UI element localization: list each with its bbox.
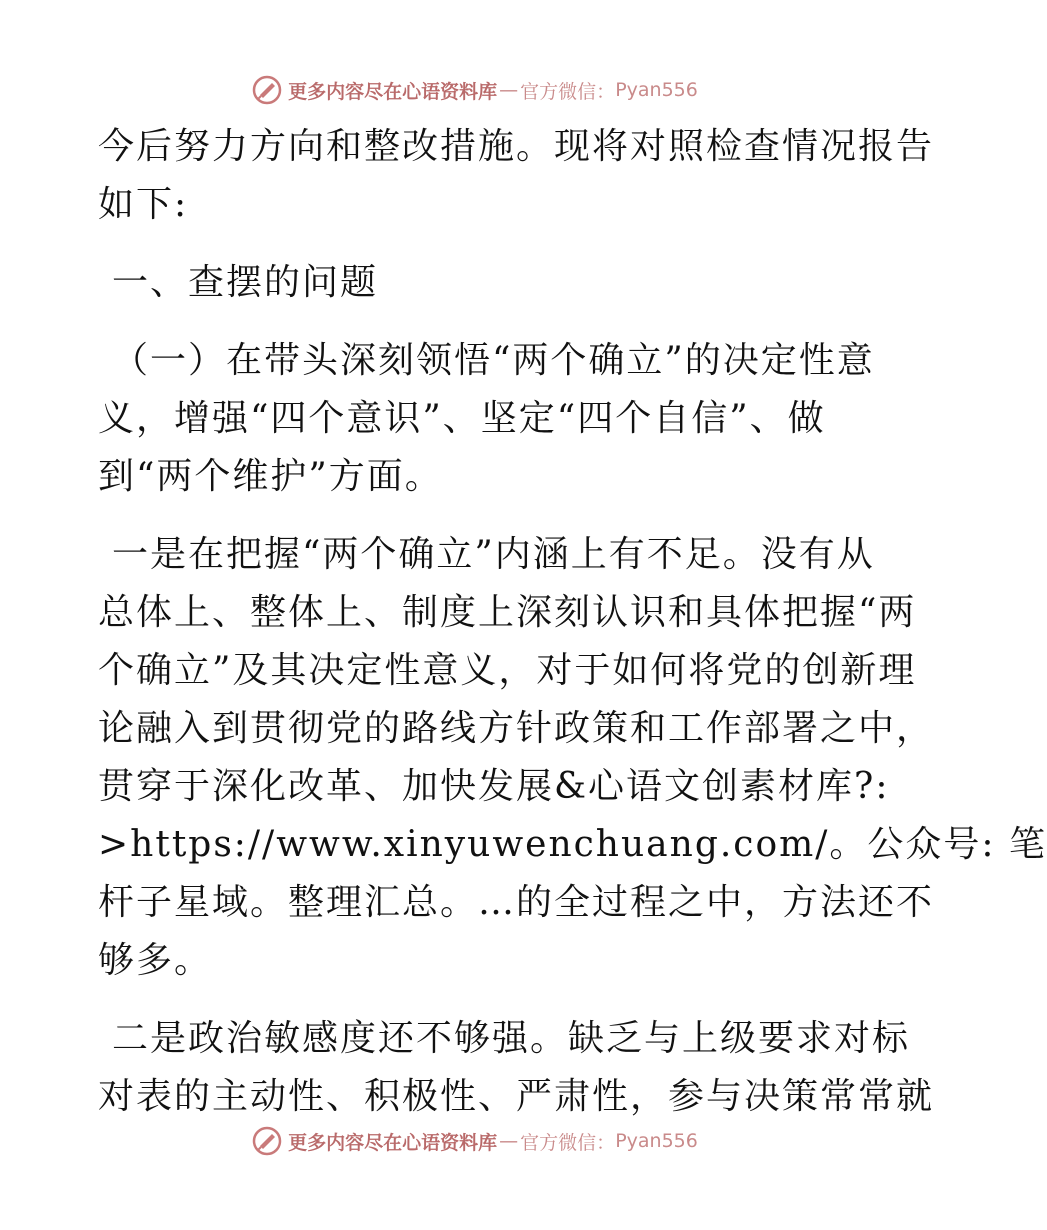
text-line: （一）在带头深刻领悟“两个确立”的决定性意 bbox=[112, 340, 875, 381]
text-line: 如下: bbox=[98, 184, 189, 225]
section-heading bbox=[98, 254, 858, 312]
subsection-heading bbox=[98, 332, 875, 506]
watermark-wechat-id: Pyan556 bbox=[615, 79, 698, 101]
text-line: 义，增强“四个意识”、坚定“四个自信”、做 bbox=[98, 398, 826, 439]
text-line: 贯穿于深化改革、加快发展&心语文创素材库?: bbox=[98, 766, 890, 807]
text-line: 够多。 bbox=[98, 940, 213, 981]
watermark-footer bbox=[0, 1121, 950, 1161]
text-line: 一是在把握“两个确立”内涵上有不足。没有从 bbox=[112, 534, 875, 575]
watermark-wechat-id: Pyan556 bbox=[615, 1130, 698, 1152]
paragraph-point-one bbox=[98, 526, 1047, 990]
watermark-dash: — bbox=[499, 1130, 519, 1152]
text-line: 到“两个维护”方面。 bbox=[98, 456, 443, 497]
text-line: 杆子星域。整理汇总。…的全过程之中，方法还不 bbox=[98, 882, 935, 923]
watermark-official-label: 官方微信： bbox=[520, 80, 616, 103]
text-line: 今后努力方向和整改措施。现将对照检查情况报告 bbox=[98, 126, 935, 167]
watermark-dash: — bbox=[499, 79, 519, 101]
text-line: >https://www.xinyuwenchuang.com/。公众号: 笔 bbox=[98, 824, 1047, 865]
watermark-header bbox=[0, 70, 950, 110]
paragraph-point-two bbox=[98, 1010, 935, 1126]
brand-logo-icon bbox=[252, 75, 282, 105]
watermark-official-label: 官方微信： bbox=[520, 1131, 616, 1154]
text-line: 个确立”及其决定性意义，对于如何将党的创新理 bbox=[98, 650, 917, 691]
text-line: 对表的主动性、积极性、严肃性，参与决策常常就 bbox=[98, 1076, 935, 1117]
text-line: 论融入到贯彻党的路线方针政策和工作部署之中， bbox=[98, 708, 935, 749]
paragraph-intro bbox=[98, 118, 935, 234]
heading-line: 一、查摆的问题 bbox=[112, 262, 379, 303]
brand-logo-icon bbox=[252, 1126, 282, 1156]
text-line: 二是政治敏感度还不够强。缺乏与上级要求对标 bbox=[112, 1018, 911, 1059]
document-body bbox=[98, 118, 1047, 1146]
watermark-brand: 更多内容尽在心语资料库 bbox=[288, 1131, 498, 1154]
watermark-brand: 更多内容尽在心语资料库 bbox=[288, 80, 498, 103]
text-line: 总体上、整体上、制度上深刻认识和具体把握“两 bbox=[98, 592, 917, 633]
